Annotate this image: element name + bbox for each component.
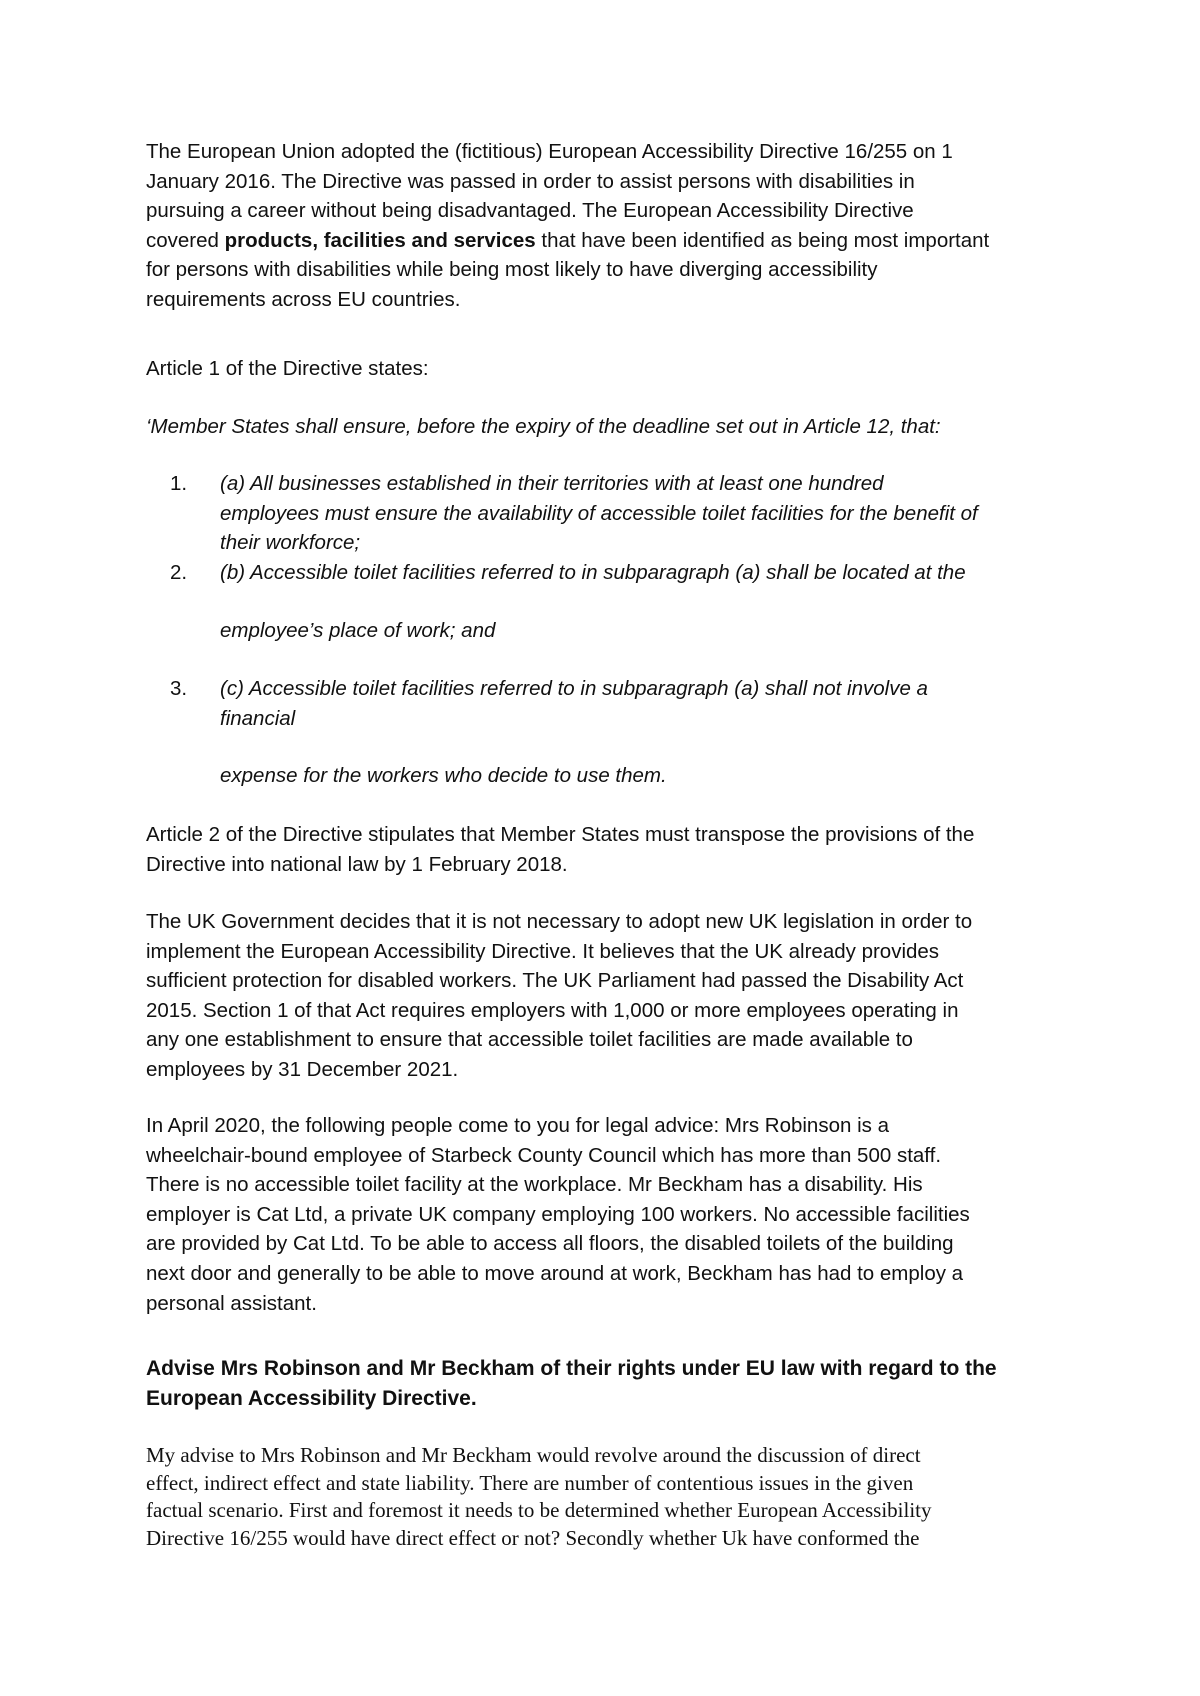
list-line: (a) All businesses established in their territories with at least one hundred xyxy=(220,472,884,495)
uk-line: any one establishment to ensure that accessible toilet facilities are made available to xyxy=(146,1028,913,1052)
intro-line: pursuing a career without being disadvantaged. The European Accessibility Directive xyxy=(146,199,914,223)
uk-line: employees by 31 December 2021. xyxy=(146,1057,459,1081)
april-line: wheelchair-bound employee of Starbeck County Council which has more than 500 staff. xyxy=(146,1143,942,1167)
intro-line: January 2016. The Directive was passed in order to assist persons with disabilities in xyxy=(146,169,915,193)
list-line: employees must ensure the availability of accessible toilet facilities for the benefit of xyxy=(220,501,978,525)
article2-paragraph xyxy=(146,820,1066,879)
article2-line: Directive into national law by 1 February 2018. xyxy=(146,852,568,876)
intro-line: for persons with disabilities while being most likely to have diverging accessibility xyxy=(146,258,878,282)
intro-paragraph xyxy=(146,137,1066,315)
question-heading xyxy=(146,1354,1066,1414)
question-line: European Accessibility Directive. xyxy=(146,1387,477,1410)
intro-text: covered xyxy=(146,228,225,252)
list-number: 1. xyxy=(170,472,188,495)
intro-line xyxy=(146,226,1066,256)
intro-line: The European Union adopted the (fictitious) European Accessibility Directive 16/255 on 1 xyxy=(146,140,953,163)
april-line: next door and generally to be able to move around at work, Beckham has had to employ a xyxy=(146,1261,964,1285)
question-line: Advise Mrs Robinson and Mr Beckham of their rights under EU law with regard to the xyxy=(146,1357,997,1380)
list-line: their workforce; xyxy=(220,531,361,555)
list-line: financial xyxy=(220,706,296,730)
article1-intro: Article 1 of the Directive states: xyxy=(146,357,429,380)
quote-intro: ‘Member States shall ensure, before the expiry of the deadline set out in Article 12, that: xyxy=(146,415,941,438)
list-number: 3. xyxy=(170,677,188,700)
list-line: employee’s place of work; and xyxy=(220,619,496,642)
list-number: 2. xyxy=(170,561,188,584)
list-line: (c) Accessible toilet facilities referred to in subparagraph (a) shall not involve a xyxy=(220,677,928,700)
uk-line: sufficient protection for disabled workers. The UK Parliament had passed the Disability Act xyxy=(146,969,964,993)
answer-line: Directive 16/255 would have direct effect or not? Secondly whether Uk have conformed the xyxy=(146,1525,920,1550)
answer-paragraph xyxy=(146,1442,1066,1552)
list-item xyxy=(170,469,1070,569)
answer-line: factual scenario. First and foremost it needs to be determined whether European Accessibility xyxy=(146,1498,932,1522)
intro-line: requirements across EU countries. xyxy=(146,287,461,311)
april-line: employer is Cat Ltd, a private UK company employing 100 workers. No accessible facilities xyxy=(146,1202,970,1226)
uk-line: The UK Government decides that it is not necessary to adopt new UK legislation in order to xyxy=(146,910,973,933)
april-line: There is no accessible toilet facility at the workplace. Mr Beckham has a disability. His xyxy=(146,1173,923,1197)
list-line: expense for the workers who decide to use them. xyxy=(220,764,667,787)
uk-line: implement the European Accessibility Directive. It believes that the UK already provides xyxy=(146,939,940,963)
april-line: personal assistant. xyxy=(146,1291,317,1315)
list-text xyxy=(220,469,1070,558)
answer-line: My advise to Mrs Robinson and Mr Beckham would revolve around the discussion of direct xyxy=(146,1443,921,1467)
april-line: In April 2020, the following people come to you for legal advice: Mrs Robinson is a xyxy=(146,1114,889,1137)
list-line: (b) Accessible toilet facilities referred to in subparagraph (a) shall be located at the xyxy=(220,561,966,584)
list-text xyxy=(220,674,1070,733)
uk-government-paragraph xyxy=(146,907,1066,1085)
bold-phrase: products, facilities and services xyxy=(224,228,536,252)
uk-line: 2015. Section 1 of that Act requires employers with 1,000 or more employees operating in xyxy=(146,998,959,1022)
article2-line: Article 2 of the Directive stipulates that Member States must transpose the provisions of the xyxy=(146,823,975,846)
april-paragraph xyxy=(146,1111,1066,1318)
answer-line: effect, indirect effect and state liability. There are number of contentious issues in the given xyxy=(146,1470,914,1495)
intro-text: that have been identified as being most important xyxy=(535,228,990,252)
april-line: are provided by Cat Ltd. To be able to access all floors, the disabled toilets of the building xyxy=(146,1232,954,1256)
